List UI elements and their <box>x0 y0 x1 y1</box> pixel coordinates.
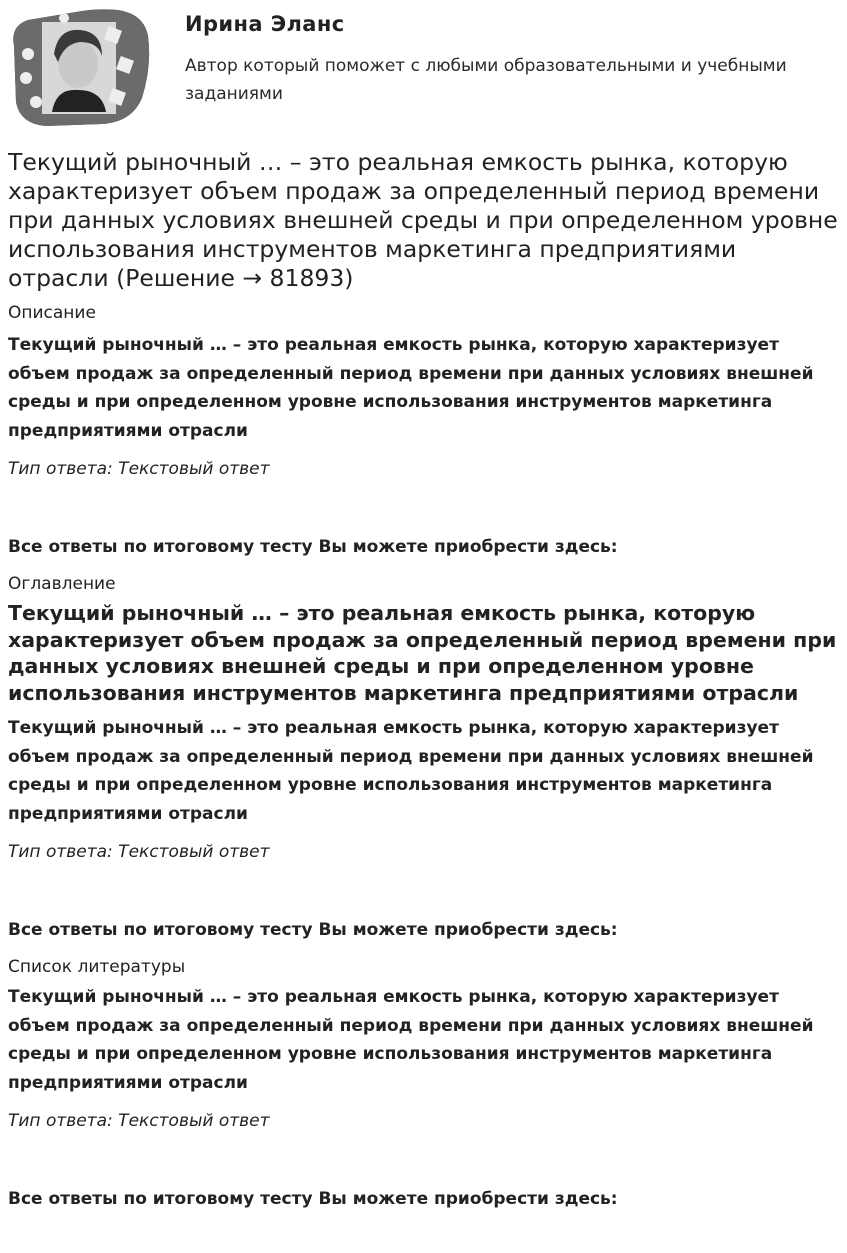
author-description: Автор который поможет с любыми образовательными и учебными заданиями <box>185 56 787 104</box>
page-title: Текущий рыночный … – это реальная емкость рынка, которую характеризует объем продаж за определенный период времени при данных условиях внешней среды и при определенном уровне использования инструментов маркетинга предприятиями отрасли (Решение → 81893) <box>8 148 838 292</box>
section-label-description: Описание <box>8 303 96 323</box>
main-content <box>8 148 843 1211</box>
buy-note: Все ответы по итоговому тесту Вы можете приобрести здесь: <box>8 1189 618 1209</box>
answer-type: Тип ответа: Текстовый ответ <box>8 459 270 479</box>
section-label-toc: Оглавление <box>8 574 116 594</box>
author-name[interactable]: Ирина Эланс <box>185 12 345 36</box>
description-section <box>8 301 843 559</box>
buy-note: Все ответы по итоговому тесту Вы можете приобрести здесь: <box>8 537 618 557</box>
toc-section <box>8 572 843 942</box>
author-block <box>0 0 847 135</box>
literature-text: Текущий рыночный … – это реальная емкость рынка, которую характеризует объем продаж за определенный период времени при данных условиях внешней среды и при определенном уровне использования инструментов маркетинга предприятиями отрасли <box>8 987 814 1093</box>
section-label-literature: Список литературы <box>8 957 186 977</box>
answer-type: Тип ответа: Текстовый ответ <box>8 1111 270 1131</box>
description-text: Текущий рыночный … – это реальная емкость рынка, которую характеризует объем продаж за определенный период времени при данных условиях внешней среды и при определенном уровне использования инструментов маркетинга предприятиями отрасли <box>8 335 814 441</box>
answer-type: Тип ответа: Текстовый ответ <box>8 842 270 862</box>
toc-heading: Текущий рыночный … – это реальная емкость рынка, которую характеризует объем продаж за определенный период времени при данных условиях внешней среды и при определенном уровне использования инструментов маркетинга предприятиями отрасли <box>8 601 837 705</box>
buy-note: Все ответы по итоговому тесту Вы можете приобрести здесь: <box>8 920 618 940</box>
toc-text: Текущий рыночный … – это реальная емкость рынка, которую характеризует объем продаж за определенный период времени при данных условиях внешней среды и при определенном уровне использования инструментов маркетинга предприятиями отрасли <box>8 718 814 824</box>
author-avatar[interactable] <box>6 6 152 128</box>
literature-section <box>8 955 843 1211</box>
